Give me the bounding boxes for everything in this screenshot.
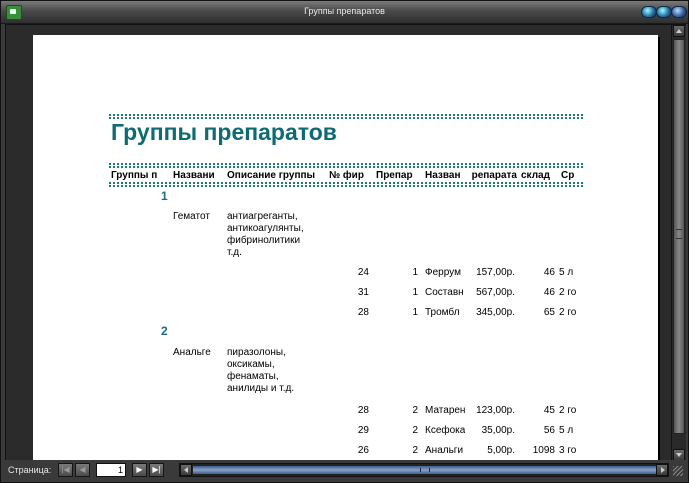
row-stock: 46 [543, 267, 555, 278]
row-prep: 2 [412, 445, 418, 456]
last-page-button[interactable] [149, 463, 164, 477]
column-header-price: репарата [471, 170, 517, 181]
vertical-scroll-thumb[interactable] [673, 39, 685, 434]
maximize-button[interactable] [656, 6, 672, 18]
row-stock: 46 [543, 287, 555, 298]
row-name: Матарен [425, 405, 465, 416]
row-price: 567,00р. [476, 287, 515, 298]
close-button[interactable] [671, 6, 687, 18]
preview-frame [5, 24, 686, 462]
row-term: 3 го [559, 445, 577, 456]
row-price: 123,00р. [476, 405, 515, 416]
row-firm: 28 [357, 307, 369, 318]
arrow-left-icon [184, 467, 188, 473]
arrow-down-icon [676, 453, 682, 457]
column-header-term: Ср [561, 170, 575, 181]
row-price: 5,00р. [487, 445, 515, 456]
preview-viewport [6, 25, 671, 461]
minimize-button[interactable] [641, 6, 657, 18]
group-id: 1 [161, 189, 168, 203]
row-prep: 2 [412, 425, 418, 436]
page-number-input[interactable]: 1 [96, 463, 126, 477]
column-header-description: Описание группы [227, 170, 316, 181]
row-name: Анальги [425, 445, 464, 456]
scroll-left-button[interactable] [180, 464, 192, 476]
row-term: 2 го [559, 287, 577, 298]
group-name: Анальге [173, 347, 211, 358]
page-label: Страница: [8, 465, 52, 475]
row-name: Тромбл [425, 307, 460, 318]
row-term: 5 л [559, 267, 574, 278]
row-stock: 45 [543, 405, 555, 416]
group-id: 2 [161, 324, 168, 338]
header-rule-top [109, 163, 583, 165]
row-term: 5 л [559, 425, 574, 436]
column-header-drug-name: Назван [425, 170, 461, 181]
row-stock: 56 [543, 425, 555, 436]
row-prep: 1 [412, 307, 418, 318]
row-firm: 26 [357, 445, 369, 456]
title-rule-top [109, 114, 583, 116]
first-page-icon: |◀ [61, 465, 70, 474]
row-term: 2 го [559, 405, 577, 416]
column-header-name: Названи [173, 170, 215, 181]
row-firm: 29 [357, 425, 369, 436]
report-title: Группы препаратов [111, 119, 337, 145]
column-header-firm: № фир [329, 170, 364, 181]
group-description: пиразолоны, оксикамы, фенаматы, анилиды и т.д. [227, 347, 295, 394]
scroll-up-button[interactable] [673, 25, 685, 37]
horizontal-scroll-thumb[interactable] [192, 465, 664, 475]
row-name: Феррум [425, 267, 461, 278]
header-rule-bottom [109, 182, 583, 184]
next-page-button[interactable] [132, 463, 147, 477]
group-description: антиагреганты, антикоагулянты, фибринолитики т.д. [227, 211, 304, 258]
row-term: 2 го [559, 307, 577, 318]
row-prep: 1 [412, 287, 418, 298]
row-firm: 24 [357, 267, 369, 278]
row-stock: 1098 [532, 445, 555, 456]
last-page-icon: ▶| [152, 465, 161, 474]
scroll-right-button[interactable] [656, 464, 668, 476]
column-header-group: Группы п [111, 170, 158, 181]
prev-page-button[interactable] [75, 463, 90, 477]
row-firm: 31 [357, 287, 369, 298]
row-price: 157,00р. [476, 267, 515, 278]
row-firm: 28 [357, 405, 369, 416]
row-prep: 1 [412, 267, 418, 278]
header-rule-top-2 [109, 166, 583, 168]
row-name: Ксефока [425, 425, 465, 436]
row-stock: 65 [543, 307, 555, 318]
window-title: Группы препаратов [304, 6, 385, 16]
next-page-icon: ▶ [136, 465, 143, 474]
arrow-up-icon [676, 29, 682, 33]
first-page-button[interactable] [58, 463, 73, 477]
horizontal-scrollbar[interactable] [179, 463, 669, 477]
row-price: 345,00р. [476, 307, 515, 318]
header-rule-bottom-2 [109, 185, 583, 187]
group-name: Гематот [173, 211, 210, 222]
row-name: Составн [425, 287, 464, 298]
resize-grip-icon[interactable] [673, 466, 683, 476]
prev-page-icon: ◀ [79, 465, 86, 474]
column-header-preparation: Препар [376, 170, 413, 181]
navigation-bar [1, 460, 688, 482]
row-price: 35,00р. [481, 425, 515, 436]
column-header-stock: склад [521, 170, 550, 181]
vertical-scrollbar[interactable] [671, 25, 686, 461]
arrow-right-icon [661, 467, 665, 473]
row-prep: 2 [412, 405, 418, 416]
title-bar [1, 1, 688, 24]
report-page [33, 35, 658, 461]
